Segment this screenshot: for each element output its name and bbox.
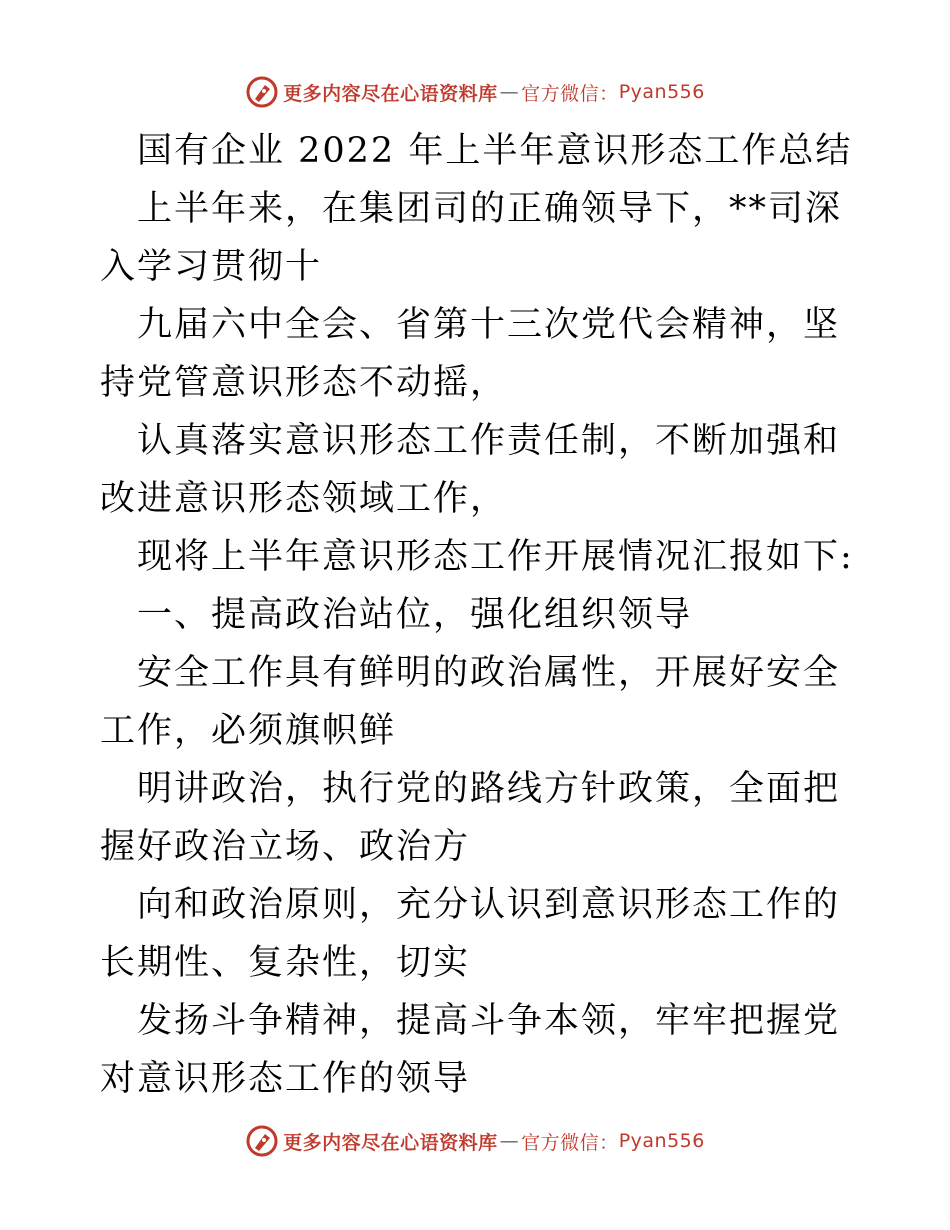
paragraph: 上半年来，在集团司的正确领导下，**司深入学习贯彻十 xyxy=(100,189,843,287)
banner-wechat-id: Pyan556 xyxy=(618,1130,705,1152)
document-title: 国有企业 2022 年上半年意识形态工作总结 xyxy=(137,131,853,171)
header-watermark-banner xyxy=(0,72,950,112)
banner-separator: — xyxy=(499,1130,520,1152)
banner-site-text: 更多内容尽在心语资料库 xyxy=(283,82,498,105)
section-heading: 一、提高政治站位，强化组织领导 xyxy=(137,595,693,635)
paragraph: 安全工作具有鲜明的政治属性，开展好安全工作，必须旗帜鲜 xyxy=(100,653,841,751)
banner-wechat-label: 官方微信： xyxy=(521,82,619,105)
pen-nib-circle-icon xyxy=(245,1124,279,1158)
paragraph: 认真落实意识形态工作责任制，不断加强和改进意识形态领域工作， xyxy=(100,421,841,519)
banner-separator: — xyxy=(499,81,520,103)
banner-site-text: 更多内容尽在心语资料库 xyxy=(283,1131,498,1154)
document-body xyxy=(100,122,860,1108)
paragraph: 现将上半年意识形态工作开展情况汇报如下: xyxy=(137,537,854,577)
banner-wechat-label: 官方微信： xyxy=(521,1131,619,1154)
paragraph: 发扬斗争精神，提高斗争本领，牢牢把握党对意识形态工作的领导 xyxy=(100,1001,841,1099)
pen-nib-circle-icon xyxy=(245,75,279,109)
paragraph: 九届六中全会、省第十三次党代会精神，坚持党管意识形态不动摇， xyxy=(100,305,841,403)
banner-wechat-id: Pyan556 xyxy=(618,81,705,103)
paragraph: 明讲政治，执行党的路线方针政策，全面把握好政治立场、政治方 xyxy=(100,769,841,867)
paragraph: 向和政治原则，充分认识到意识形态工作的长期性、复杂性，切实 xyxy=(100,885,841,983)
footer-watermark-banner xyxy=(0,1121,950,1161)
